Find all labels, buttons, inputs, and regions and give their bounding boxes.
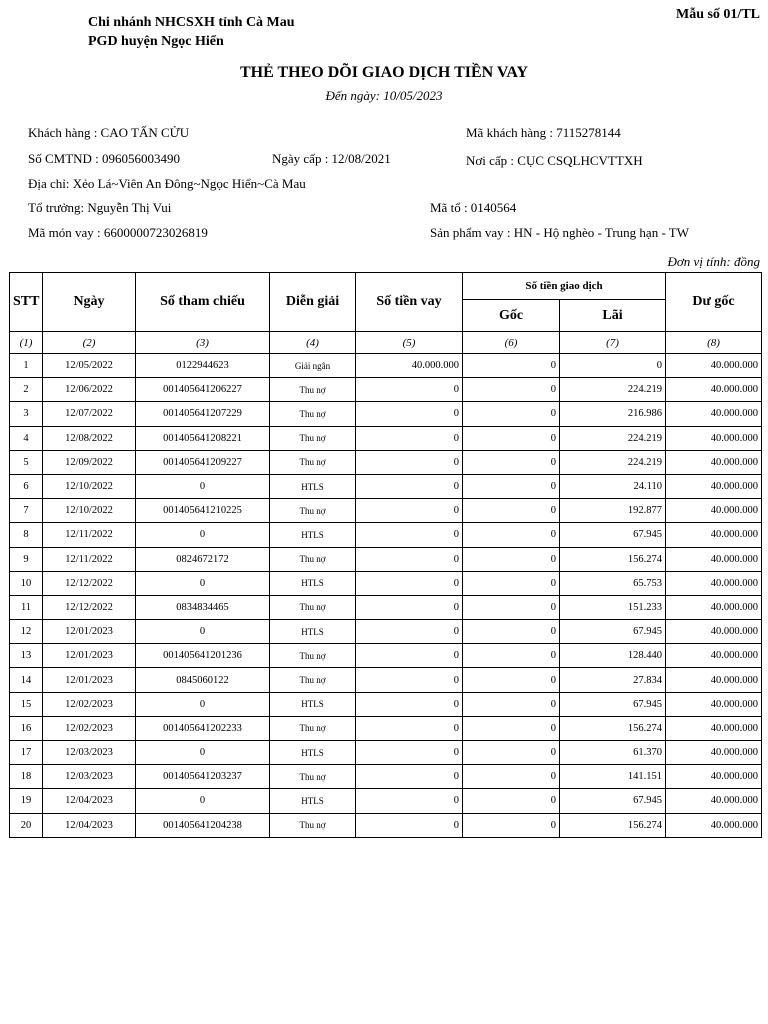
row-date: 12/01/2023 bbox=[43, 620, 136, 644]
row-date: 12/01/2023 bbox=[43, 668, 136, 692]
row-description: Giải ngân bbox=[270, 354, 356, 378]
row-description: HTLS bbox=[270, 474, 356, 498]
row-loan-amount: 0 bbox=[356, 571, 463, 595]
row-stt: 14 bbox=[10, 668, 43, 692]
row-date: 12/03/2023 bbox=[43, 741, 136, 765]
row-loan-amount: 0 bbox=[356, 474, 463, 498]
row-interest: 156.274 bbox=[560, 716, 666, 740]
row-stt: 16 bbox=[10, 716, 43, 740]
table-row bbox=[10, 499, 762, 523]
row-description: Thu nợ bbox=[270, 426, 356, 450]
row-principal: 0 bbox=[463, 426, 560, 450]
index-cell: (4) bbox=[270, 332, 356, 354]
row-balance: 40.000.000 bbox=[666, 354, 762, 378]
row-reference: 001405641201236 bbox=[136, 644, 270, 668]
row-loan-amount: 0 bbox=[356, 402, 463, 426]
row-principal: 0 bbox=[463, 644, 560, 668]
row-stt: 7 bbox=[10, 499, 43, 523]
table-row bbox=[10, 813, 762, 837]
branch-name: Chi nhánh NHCSXH tỉnh Cà Mau bbox=[88, 15, 295, 30]
row-description: Thu nợ bbox=[270, 402, 356, 426]
row-interest: 27.834 bbox=[560, 668, 666, 692]
row-principal: 0 bbox=[463, 523, 560, 547]
row-reference: 001405641208221 bbox=[136, 426, 270, 450]
row-stt: 17 bbox=[10, 741, 43, 765]
row-loan-amount: 0 bbox=[356, 595, 463, 619]
row-date: 12/01/2023 bbox=[43, 644, 136, 668]
row-stt: 2 bbox=[10, 378, 43, 402]
column-index-row bbox=[10, 332, 762, 354]
table-row bbox=[10, 692, 762, 716]
row-reference: 001405641206227 bbox=[136, 378, 270, 402]
row-interest: 67.945 bbox=[560, 620, 666, 644]
row-interest: 156.274 bbox=[560, 547, 666, 571]
row-balance: 40.000.000 bbox=[666, 789, 762, 813]
transaction-table bbox=[9, 272, 762, 838]
row-principal: 0 bbox=[463, 716, 560, 740]
row-reference: 0 bbox=[136, 571, 270, 595]
row-principal: 0 bbox=[463, 741, 560, 765]
row-balance: 40.000.000 bbox=[666, 813, 762, 837]
row-loan-amount: 0 bbox=[356, 523, 463, 547]
row-principal: 0 bbox=[463, 620, 560, 644]
header-balance: Dư gốc bbox=[666, 273, 762, 332]
row-interest: 141.151 bbox=[560, 765, 666, 789]
row-description: Thu nợ bbox=[270, 450, 356, 474]
row-reference: 0122944623 bbox=[136, 354, 270, 378]
row-reference: 001405641207229 bbox=[136, 402, 270, 426]
row-principal: 0 bbox=[463, 354, 560, 378]
row-interest: 0 bbox=[560, 354, 666, 378]
row-principal: 0 bbox=[463, 450, 560, 474]
row-stt: 19 bbox=[10, 789, 43, 813]
row-description: Thu nợ bbox=[270, 813, 356, 837]
row-interest: 61.370 bbox=[560, 741, 666, 765]
row-loan-amount: 40.000.000 bbox=[356, 354, 463, 378]
row-principal: 0 bbox=[463, 668, 560, 692]
row-interest: 224.219 bbox=[560, 426, 666, 450]
row-stt: 20 bbox=[10, 813, 43, 837]
address: Địa chỉ: Xẻo Lá~Viên An Đông~Ngọc Hiển~Cà Mau bbox=[28, 176, 306, 191]
unit-label: Đơn vị tính: đồng bbox=[667, 254, 760, 269]
row-reference: 001405641204238 bbox=[136, 813, 270, 837]
row-reference: 0 bbox=[136, 620, 270, 644]
loan-product: Sản phẩm vay : HN - Hộ nghèo - Trung hạn - TW bbox=[430, 225, 690, 240]
row-principal: 0 bbox=[463, 402, 560, 426]
row-loan-amount: 0 bbox=[356, 741, 463, 765]
row-interest: 192.877 bbox=[560, 499, 666, 523]
row-interest: 67.945 bbox=[560, 692, 666, 716]
issue-place: Nơi cấp : CỤC CSQLHCVTTXH bbox=[466, 153, 643, 168]
row-principal: 0 bbox=[463, 474, 560, 498]
row-date: 12/10/2022 bbox=[43, 499, 136, 523]
row-stt: 13 bbox=[10, 644, 43, 668]
table-row bbox=[10, 450, 762, 474]
table-row bbox=[10, 595, 762, 619]
row-stt: 3 bbox=[10, 402, 43, 426]
table-row bbox=[10, 716, 762, 740]
header-stt: STT bbox=[10, 273, 43, 332]
row-date: 12/09/2022 bbox=[43, 450, 136, 474]
header-principal: Gốc bbox=[463, 300, 560, 332]
row-interest: 65.753 bbox=[560, 571, 666, 595]
row-description: Thu nợ bbox=[270, 595, 356, 619]
row-date: 12/05/2022 bbox=[43, 354, 136, 378]
row-balance: 40.000.000 bbox=[666, 668, 762, 692]
row-loan-amount: 0 bbox=[356, 450, 463, 474]
header-transaction-amount: Số tiền giao dịch bbox=[463, 273, 666, 300]
row-stt: 5 bbox=[10, 450, 43, 474]
row-date: 12/04/2023 bbox=[43, 789, 136, 813]
row-date: 12/10/2022 bbox=[43, 474, 136, 498]
row-description: Thu nợ bbox=[270, 644, 356, 668]
issue-date: Ngày cấp : 12/08/2021 bbox=[272, 151, 391, 166]
table-row bbox=[10, 789, 762, 813]
customer-name: Khách hàng : CAO TẤN CỬU bbox=[28, 125, 190, 140]
row-principal: 0 bbox=[463, 789, 560, 813]
row-balance: 40.000.000 bbox=[666, 741, 762, 765]
row-description: HTLS bbox=[270, 692, 356, 716]
row-interest: 156.274 bbox=[560, 813, 666, 837]
row-description: HTLS bbox=[270, 571, 356, 595]
row-interest: 128.440 bbox=[560, 644, 666, 668]
header-date: Ngày bbox=[43, 273, 136, 332]
row-interest: 216.986 bbox=[560, 402, 666, 426]
table-row bbox=[10, 547, 762, 571]
row-interest: 67.945 bbox=[560, 523, 666, 547]
row-date: 12/11/2022 bbox=[43, 523, 136, 547]
table-row bbox=[10, 474, 762, 498]
row-balance: 40.000.000 bbox=[666, 378, 762, 402]
row-balance: 40.000.000 bbox=[666, 692, 762, 716]
row-interest: 67.945 bbox=[560, 789, 666, 813]
group-leader: Tổ trưởng: Nguyễn Thị Vui bbox=[28, 200, 172, 215]
row-date: 12/08/2022 bbox=[43, 426, 136, 450]
row-loan-amount: 0 bbox=[356, 765, 463, 789]
row-description: Thu nợ bbox=[270, 547, 356, 571]
office-name: PGD huyện Ngọc Hiển bbox=[88, 34, 224, 49]
row-date: 12/12/2022 bbox=[43, 595, 136, 619]
document-title: THẺ THEO DÕI GIAO DỊCH TIỀN VAY bbox=[239, 64, 529, 81]
row-loan-amount: 0 bbox=[356, 813, 463, 837]
document-subtitle: Đến ngày: 10/05/2023 bbox=[325, 88, 443, 103]
row-reference: 0834834465 bbox=[136, 595, 270, 619]
row-balance: 40.000.000 bbox=[666, 620, 762, 644]
row-principal: 0 bbox=[463, 378, 560, 402]
header-description: Diễn giải bbox=[270, 273, 356, 332]
index-cell: (8) bbox=[666, 332, 762, 354]
row-loan-amount: 0 bbox=[356, 692, 463, 716]
header-reference: Số tham chiếu bbox=[136, 273, 270, 332]
row-principal: 0 bbox=[463, 813, 560, 837]
row-loan-amount: 0 bbox=[356, 668, 463, 692]
row-loan-amount: 0 bbox=[356, 644, 463, 668]
row-balance: 40.000.000 bbox=[666, 547, 762, 571]
row-loan-amount: 0 bbox=[356, 499, 463, 523]
table-row bbox=[10, 523, 762, 547]
row-reference: 0 bbox=[136, 741, 270, 765]
index-cell: (6) bbox=[463, 332, 560, 354]
row-stt: 18 bbox=[10, 765, 43, 789]
table-row bbox=[10, 765, 762, 789]
row-reference: 001405641202233 bbox=[136, 716, 270, 740]
row-date: 12/02/2023 bbox=[43, 716, 136, 740]
row-loan-amount: 0 bbox=[356, 426, 463, 450]
row-balance: 40.000.000 bbox=[666, 595, 762, 619]
loan-code: Mã món vay : 6600000723026819 bbox=[28, 225, 208, 240]
row-balance: 40.000.000 bbox=[666, 765, 762, 789]
row-balance: 40.000.000 bbox=[666, 644, 762, 668]
table-row bbox=[10, 668, 762, 692]
index-cell: (1) bbox=[10, 332, 43, 354]
row-balance: 40.000.000 bbox=[666, 523, 762, 547]
row-interest: 151.233 bbox=[560, 595, 666, 619]
row-balance: 40.000.000 bbox=[666, 716, 762, 740]
row-reference: 0 bbox=[136, 692, 270, 716]
customer-code: Mã khách hàng : 7115278144 bbox=[466, 125, 621, 140]
row-date: 12/06/2022 bbox=[43, 378, 136, 402]
row-reference: 0 bbox=[136, 789, 270, 813]
row-balance: 40.000.000 bbox=[666, 426, 762, 450]
row-stt: 1 bbox=[10, 354, 43, 378]
row-principal: 0 bbox=[463, 547, 560, 571]
row-stt: 15 bbox=[10, 692, 43, 716]
row-stt: 4 bbox=[10, 426, 43, 450]
row-principal: 0 bbox=[463, 692, 560, 716]
row-reference: 001405641210225 bbox=[136, 499, 270, 523]
row-date: 12/02/2023 bbox=[43, 692, 136, 716]
table-row bbox=[10, 354, 762, 378]
row-loan-amount: 0 bbox=[356, 547, 463, 571]
row-description: Thu nợ bbox=[270, 378, 356, 402]
table-row bbox=[10, 741, 762, 765]
row-reference: 0845060122 bbox=[136, 668, 270, 692]
table-row bbox=[10, 644, 762, 668]
row-date: 12/11/2022 bbox=[43, 547, 136, 571]
row-principal: 0 bbox=[463, 571, 560, 595]
row-description: HTLS bbox=[270, 789, 356, 813]
index-cell: (7) bbox=[560, 332, 666, 354]
row-interest: 24.110 bbox=[560, 474, 666, 498]
row-stt: 8 bbox=[10, 523, 43, 547]
header-interest: Lãi bbox=[560, 300, 666, 332]
row-balance: 40.000.000 bbox=[666, 450, 762, 474]
row-interest: 224.219 bbox=[560, 378, 666, 402]
row-description: Thu nợ bbox=[270, 668, 356, 692]
row-description: HTLS bbox=[270, 741, 356, 765]
row-date: 12/04/2023 bbox=[43, 813, 136, 837]
row-reference: 0824672172 bbox=[136, 547, 270, 571]
row-loan-amount: 0 bbox=[356, 789, 463, 813]
row-stt: 12 bbox=[10, 620, 43, 644]
table-body bbox=[10, 354, 762, 838]
row-stt: 10 bbox=[10, 571, 43, 595]
row-loan-amount: 0 bbox=[356, 378, 463, 402]
row-principal: 0 bbox=[463, 499, 560, 523]
row-reference: 0 bbox=[136, 474, 270, 498]
table-row bbox=[10, 620, 762, 644]
index-cell: (3) bbox=[136, 332, 270, 354]
row-stt: 6 bbox=[10, 474, 43, 498]
row-reference: 0 bbox=[136, 523, 270, 547]
row-stt: 11 bbox=[10, 595, 43, 619]
row-balance: 40.000.000 bbox=[666, 499, 762, 523]
row-date: 12/07/2022 bbox=[43, 402, 136, 426]
row-loan-amount: 0 bbox=[356, 620, 463, 644]
form-number: Mẫu số 01/TL bbox=[675, 7, 760, 22]
row-date: 12/03/2023 bbox=[43, 765, 136, 789]
table-row bbox=[10, 571, 762, 595]
row-principal: 0 bbox=[463, 595, 560, 619]
row-loan-amount: 0 bbox=[356, 716, 463, 740]
index-cell: (2) bbox=[43, 332, 136, 354]
row-stt: 9 bbox=[10, 547, 43, 571]
row-description: HTLS bbox=[270, 523, 356, 547]
table-row bbox=[10, 402, 762, 426]
row-balance: 40.000.000 bbox=[666, 402, 762, 426]
table-row bbox=[10, 378, 762, 402]
row-description: HTLS bbox=[270, 620, 356, 644]
row-reference: 001405641209227 bbox=[136, 450, 270, 474]
row-description: Thu nợ bbox=[270, 765, 356, 789]
header-loan-amount: Số tiền vay bbox=[356, 273, 463, 332]
row-balance: 40.000.000 bbox=[666, 474, 762, 498]
table-row bbox=[10, 426, 762, 450]
row-reference: 001405641203237 bbox=[136, 765, 270, 789]
row-date: 12/12/2022 bbox=[43, 571, 136, 595]
row-interest: 224.219 bbox=[560, 450, 666, 474]
row-description: Thu nợ bbox=[270, 499, 356, 523]
row-balance: 40.000.000 bbox=[666, 571, 762, 595]
group-code: Mã tổ : 0140564 bbox=[430, 200, 517, 215]
index-cell: (5) bbox=[356, 332, 463, 354]
row-description: Thu nợ bbox=[270, 716, 356, 740]
row-principal: 0 bbox=[463, 765, 560, 789]
id-number: Số CMTND : 096056003490 bbox=[28, 151, 181, 166]
